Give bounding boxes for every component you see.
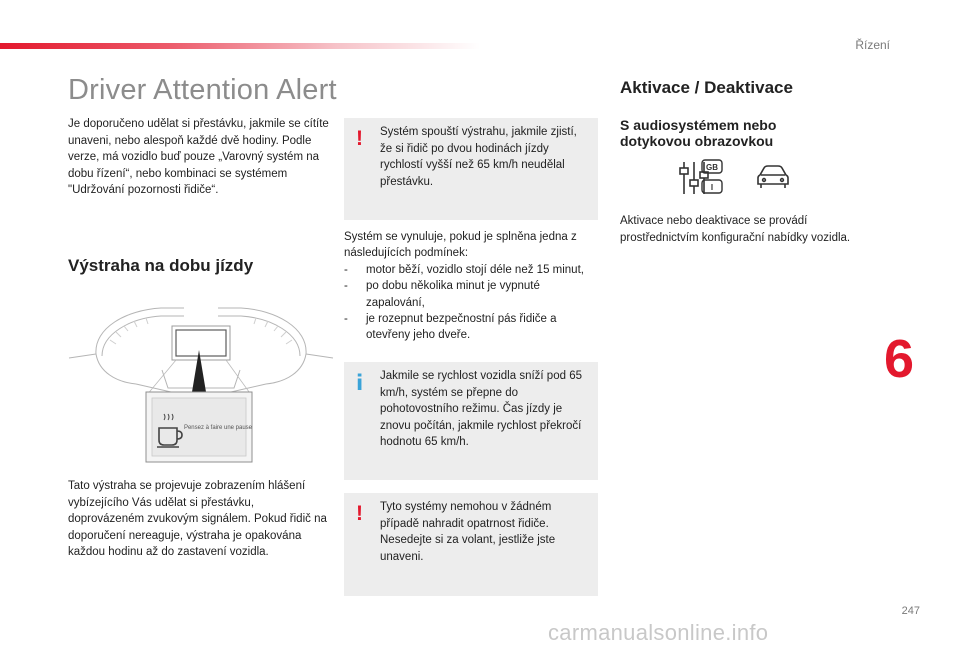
list-item: - po dobu několika minut je vypnuté zapalování, bbox=[344, 280, 540, 309]
info-icon: i bbox=[356, 371, 364, 395]
config-icons bbox=[676, 158, 796, 198]
list-item: - je rozepnut bezpečnostní pás řidiče a otevřeny jeho dveře. bbox=[344, 313, 557, 342]
reset-conditions-lead: Systém se vynuluje, pokud je splněna jedna z následujících podmínek: bbox=[344, 231, 577, 260]
info-box-standby bbox=[344, 362, 598, 480]
warning-box-trigger bbox=[344, 118, 598, 220]
header-accent-bar bbox=[0, 43, 480, 49]
alert-description: Tato výstraha se projevuje zobrazením hlášení vybízejícího Vás udělat si přestávku, doprovázeném zvukovým signálem. Pokud řidič na doporučení nereaguje, výstraha je opakována každou hodinu až do zastavení vozidla. bbox=[68, 480, 327, 559]
svg-text:GB: GB bbox=[706, 163, 718, 172]
section-title-driving-alert: Výstraha na dobu jízdy bbox=[68, 256, 254, 275]
watermark: carmanualsonline.info bbox=[548, 620, 769, 645]
language-gb-icon bbox=[702, 160, 722, 173]
info-box-text: Jakmile se rychlost vozidla sníží pod 65 km/h, systém se přepne do pohotovostního režimu. Čas jízdy je znovu počítán, jakmile rychlost překročí hodnotu 65 km/h. bbox=[380, 370, 582, 449]
alert-message: Pensez à faire une pause bbox=[183, 425, 253, 431]
cluster-drawing bbox=[66, 300, 336, 470]
warning-box-caution bbox=[344, 493, 598, 596]
info-box-icon bbox=[702, 180, 722, 193]
reset-conditions bbox=[344, 229, 600, 344]
chapter-number: 6 bbox=[884, 329, 915, 389]
warning-icon: ! bbox=[356, 127, 363, 150]
warning-box-text: Tyto systémy nemohou v žádném případě nahradit opatrnost řidiče. Nesedejte si za volant, jestliže jste unaveni. bbox=[380, 501, 556, 563]
svg-text:I: I bbox=[710, 183, 714, 192]
car-icon bbox=[758, 166, 788, 188]
list-item: - motor běží, vozidlo stojí déle než 15 minut, bbox=[344, 263, 584, 276]
settings-sliders-icon bbox=[680, 162, 708, 194]
page-title: Driver Attention Alert bbox=[68, 74, 337, 106]
warning-box-text: Systém spouští výstrahu, jakmile zjistí, že si řidič po dvou hodinách jízdy rychlostí vyšší než 65 km/h neudělal přestávku. bbox=[380, 126, 577, 188]
activation-text: Aktivace nebo deaktivace se provádí prostřednictvím konfigurační nabídky vozidla. bbox=[620, 215, 851, 244]
warning-icon: ! bbox=[356, 502, 363, 525]
subsection-title-audio: S audiosystémem nebo dotykovou obrazovkou bbox=[620, 117, 777, 149]
intro-paragraph: Je doporučeno udělat si přestávku, jakmile se cítíte unaveni, nebo alespoň každé dvě hodiny. Podle verze, má vozidlo buď pouze „Varovný systém na dobu řízení“, nebo kombinaci se systémem "Udržování pozornosti řidiče“. bbox=[68, 118, 329, 197]
instrument-cluster-illustration bbox=[66, 300, 336, 470]
section-label: Řízení bbox=[855, 38, 890, 52]
page-number: 247 bbox=[901, 605, 920, 617]
section-title-activation: Aktivace / Deaktivace bbox=[620, 78, 793, 97]
